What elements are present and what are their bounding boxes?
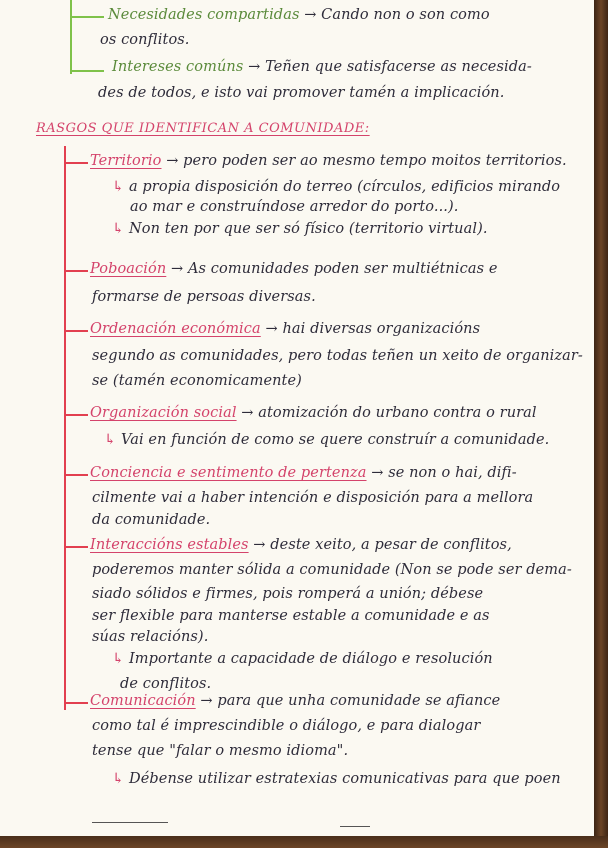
sub-point-text: Débense utilizar estratexias comunicativas para que poen — [128, 771, 561, 787]
trait-text-line: da comunidade. — [92, 512, 211, 528]
trait-text: pero poden ser ao mesmo tempo moitos territorios. — [183, 153, 567, 169]
sub-point — [112, 650, 493, 668]
red-bracket-tick — [64, 702, 88, 704]
sub-point-text: Vai en función de como se quere construír a comunidade. — [120, 432, 550, 448]
shared-needs-label: Necesidades compartidas — [108, 7, 300, 23]
arrow-icon: → — [248, 59, 261, 75]
red-bracket-tick — [64, 474, 88, 476]
trait-text-line: tense que "falar o mesmo idioma". — [92, 743, 349, 759]
trait-text: As comunidades poden ser multiétnicas e — [187, 261, 498, 277]
top-line-1-text: Cando non o son como — [321, 7, 490, 23]
trait-item-6 — [90, 536, 512, 554]
trait-text-line: poderemos manter sólida a comunidade (Non se pode ser dema- — [92, 562, 572, 578]
blank-line-1 — [92, 822, 168, 823]
trait-text-line: formarse de persoas diversas. — [92, 289, 316, 305]
arrow-icon: → — [304, 7, 317, 23]
trait-text-line: ser flexible para manterse estable a comunidade e as — [92, 608, 490, 624]
trait-item-4 — [90, 404, 537, 422]
top-line-3 — [112, 58, 532, 76]
trait-item-7 — [90, 692, 500, 710]
trait-text-line: segundo as comunidades, pero todas teñen un xeito de organizar- — [92, 348, 583, 364]
trait-label: Ordenación económica — [90, 321, 261, 337]
red-bracket-tick — [64, 330, 88, 332]
sub-point — [112, 178, 560, 196]
common-interests-label: Intereses comúns — [112, 59, 244, 75]
sub-point-text: Non ten por que ser só físico (territorio virtual). — [128, 221, 488, 237]
arrow-icon: → — [248, 537, 271, 553]
sub-point — [112, 770, 561, 788]
sub-point-text: Importante a capacidade de diálogo e resolución — [128, 651, 493, 667]
arrow-icon: → — [366, 465, 389, 481]
red-bracket-tick — [64, 270, 88, 272]
trait-text: se non o hai, difi- — [388, 465, 517, 481]
sub-point-line: de conflitos. — [120, 676, 212, 692]
trait-label: Conciencia e sentimento de pertenza — [90, 465, 367, 481]
trait-text: hai diversas organizacións — [282, 321, 481, 337]
sub-point-text: a propia disposición do terreo (círculos, edificios mirando — [128, 179, 561, 195]
trait-label: Poboación — [90, 261, 167, 277]
trait-item-1 — [90, 152, 567, 170]
trait-text-line: como tal é imprescindible o diálogo, e para dialogar — [92, 718, 481, 734]
sub-arrow-icon: ↳ — [112, 651, 129, 667]
sub-arrow-icon: ↳ — [104, 432, 121, 448]
top-line-1 — [108, 6, 490, 24]
red-bracket-tick — [64, 162, 88, 164]
sub-arrow-icon: ↳ — [112, 221, 129, 237]
trait-item-2 — [90, 260, 498, 278]
green-bracket-tick-2 — [70, 70, 104, 72]
sub-point — [104, 431, 549, 449]
blank-line-2 — [340, 826, 370, 827]
arrow-icon: → — [236, 405, 259, 421]
arrow-icon: → — [166, 261, 188, 277]
trait-label: Organización social — [90, 405, 237, 421]
trait-label: Interaccións estables — [90, 537, 249, 553]
trait-item-5 — [90, 464, 517, 482]
trait-text: para que unha comunidade se afiance — [217, 693, 501, 709]
wood-table-bottom — [0, 836, 608, 848]
red-bracket-tick — [64, 414, 88, 416]
arrow-icon: → — [260, 321, 283, 337]
section-heading: RASGOS QUE IDENTIFICAN A COMUNIDADE: — [36, 121, 370, 136]
sub-point — [112, 220, 488, 238]
trait-text: deste xeito, a pesar de conflitos, — [270, 537, 512, 553]
trait-label: Comunicación — [90, 693, 196, 709]
arrow-icon: → — [161, 153, 184, 169]
trait-text-line: siado sólidos e firmes, pois romperá a unión; débese — [92, 586, 484, 602]
green-bracket-vertical — [70, 0, 72, 74]
sub-arrow-icon: ↳ — [112, 771, 129, 787]
top-line-3-text: Teñen que satisfacerse as necesida- — [265, 59, 532, 75]
red-bracket-vertical — [64, 146, 66, 710]
arrow-icon: → — [195, 693, 218, 709]
green-bracket-tick-1 — [70, 16, 104, 18]
red-bracket-tick — [64, 546, 88, 548]
trait-label: Territorio — [90, 153, 162, 169]
top-line-4: des de todos, e isto vai promover tamén a implicación. — [98, 85, 505, 101]
trait-text-line: cilmente vai a haber intención e disposición para a mellora — [92, 490, 534, 506]
top-line-2: os conflitos. — [100, 32, 190, 48]
trait-text: atomización do urbano contra o rural — [258, 405, 537, 421]
trait-text-line: súas relacións). — [92, 629, 209, 645]
trait-item-3 — [90, 320, 480, 338]
sub-point-line: ao mar e construíndose arredor do porto...). — [130, 199, 459, 215]
trait-text-line: se (tamén economicamente) — [92, 373, 302, 389]
sub-arrow-icon: ↳ — [112, 179, 129, 195]
wood-table-edge — [594, 0, 608, 848]
